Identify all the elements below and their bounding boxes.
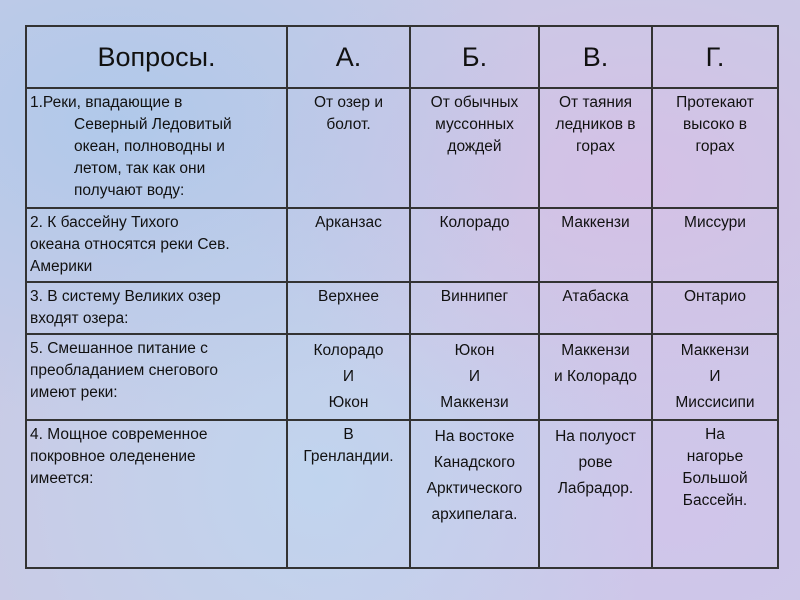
answer-line: Арктического [426,480,523,497]
answer-line: И [468,368,481,385]
question-line: 4. Мощное современное [30,426,208,443]
question-line: летом, так как они [74,160,206,177]
header-option-a: А. [287,26,410,88]
answer-line: Колорадо [313,342,384,359]
table-row [26,88,778,208]
answer-cell-v [539,334,652,420]
question-line: получают воду: [74,182,185,199]
question-line: имеется: [30,470,94,487]
table-row [26,208,778,282]
answer-line: горах [695,138,735,155]
answer-cell-b [410,208,539,282]
header-option-v: В. [539,26,652,88]
answer-cell-b [410,88,539,208]
answer-line: рове [578,454,613,471]
question-cell [26,420,287,568]
answer-line: архипелага. [431,506,518,523]
answer-cell-b [410,334,539,420]
question-line: преобладанием снегового [30,362,219,379]
answer-line: И [709,368,721,385]
answer-line: Арканзас [315,214,382,231]
answer-line: От обычных [430,94,519,111]
answer-line: От озер и [313,94,384,111]
question-line: океан, полноводны и [74,138,225,155]
answer-cell-v [539,88,652,208]
question-line: 2. К бассейну Тихого [30,214,179,231]
answer-cell-v [539,282,652,334]
header-option-b: Б. [410,26,539,88]
answer-line: Юкон [454,342,495,359]
question-cell [26,88,287,208]
answer-line: Бассейн. [682,492,748,509]
question-line: океана относятся реки Сев. [30,236,230,253]
answer-line: и Колорадо [553,368,638,385]
answer-line: Протекают [676,94,754,111]
answer-cell-g [652,334,778,420]
question-cell [26,334,287,420]
answer-line: высоко в [682,116,748,133]
question-line: 5. Смешанное питание с [30,340,208,357]
answer-cell-v [539,420,652,568]
quiz-table [25,25,779,569]
question-line: Америки [30,258,93,275]
question-line: имеют реки: [30,384,118,401]
answer-line: Маккензи [561,342,630,359]
answer-line: Маккензи [680,342,750,359]
answer-line: Колорадо [439,214,510,231]
question-line: Северный Ледовитый [74,116,232,133]
answer-cell-a [287,208,410,282]
answer-cell-b [410,420,539,568]
header-option-g: Г. [652,26,778,88]
answer-cell-a [287,88,410,208]
answer-line: Маккензи [561,214,630,231]
answer-line: Гренландии. [303,448,394,465]
answer-cell-a [287,420,410,568]
answer-line: горах [576,138,615,155]
answer-line: На [705,426,725,443]
answer-cell-g [652,282,778,334]
answer-line: Канадского [433,454,516,471]
answer-cell-a [287,334,410,420]
answer-line: Большой [682,470,748,487]
question-cell [26,282,287,334]
table-row [26,282,778,334]
answer-line: На востоке [434,428,515,445]
question-line: 1.Реки, впадающие в [30,94,183,111]
question-cell [26,208,287,282]
answer-line: Виннипег [440,288,509,305]
answer-line: Юкон [328,394,369,411]
answer-cell-v [539,208,652,282]
answer-line: Онтарио [683,288,747,305]
header-row [26,26,778,88]
question-line: покровное оледенение [30,448,196,465]
answer-line: От таяния [558,94,632,111]
answer-cell-g [652,208,778,282]
answer-line: Маккензи [440,394,509,411]
header-questions: Вопросы. [26,26,287,88]
answer-line: Лабрадор. [557,480,634,497]
answer-line: В [343,426,354,443]
answer-line: Миссисипи [675,394,755,411]
answer-cell-a [287,282,410,334]
answer-line: муссонных [435,116,514,133]
table-row [26,334,778,420]
answer-line: На полуост [555,428,636,445]
question-line: входят озера: [30,310,129,327]
answer-line: Верхнее [318,288,379,305]
answer-line: Атабаска [562,288,629,305]
answer-line: дождей [447,138,502,155]
answer-line: И [342,368,355,385]
table-row [26,420,778,568]
question-line: 3. В систему Великих озер [30,288,221,305]
answer-line: Миссури [684,214,746,231]
answer-cell-b [410,282,539,334]
answer-line: болот. [326,116,371,133]
answer-cell-g [652,88,778,208]
answer-line: нагорье [686,448,744,465]
answer-cell-g [652,420,778,568]
answer-line: ледников в [555,116,636,133]
